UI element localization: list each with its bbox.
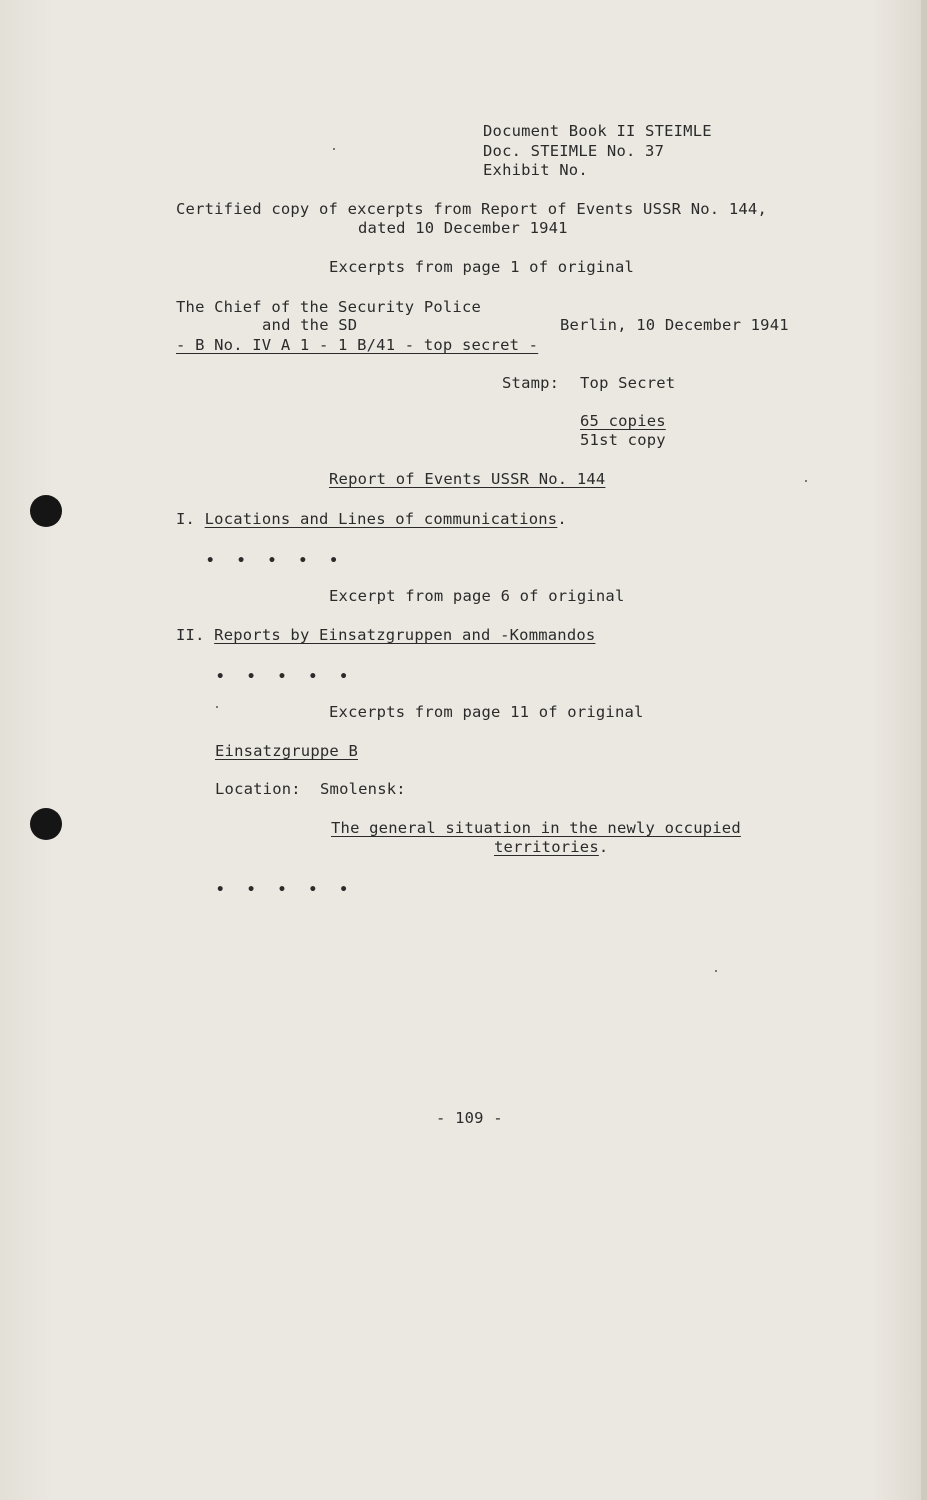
location-label: Location: [215, 780, 301, 798]
section-1-title: Locations and Lines of communications [204, 510, 558, 528]
section-1-heading [176, 510, 567, 529]
section-2-label: II. [176, 626, 205, 644]
ellipsis-3: • • • • • [216, 882, 355, 898]
paper-edge [921, 0, 927, 1500]
page-number: - 109 - [436, 1109, 503, 1127]
doc-number-line: Doc. STEIMLE No. 37 [483, 142, 665, 160]
section-1-label: I. [176, 510, 196, 528]
ellipsis-1: • • • • • [206, 553, 345, 569]
sender-line-1: The Chief of the Security Police [176, 298, 482, 316]
section-2-heading [176, 626, 595, 645]
excerpt-heading-page1: Excerpts from page 1 of original [329, 258, 635, 276]
stamp-label: Stamp: [502, 374, 560, 392]
title-line-1: Certified copy of excerpts from Report of Events USSR No. 144, [176, 200, 767, 218]
group-heading: Einsatzgruppe B [215, 742, 358, 760]
excerpt-heading-page11: Excerpts from page 11 of original [329, 703, 644, 721]
excerpt-heading-page6: Excerpt from page 6 of original [329, 587, 625, 605]
title-line-2: dated 10 December 1941 [358, 219, 568, 237]
speck [216, 706, 218, 708]
ellipsis-2: • • • • • [216, 669, 355, 685]
situation-heading-line-1: The general situation in the newly occupied [331, 819, 741, 837]
place-date: Berlin, 10 December 1941 [560, 316, 789, 334]
copy-number: 51st copy [580, 431, 666, 449]
punch-hole-top [30, 495, 62, 527]
section-2-title: Reports by Einsatzgruppen and -Kommandos [214, 626, 596, 644]
section-1-punct: . [557, 510, 567, 528]
speck [333, 148, 335, 150]
situation-heading-punct: . [598, 838, 609, 856]
sender-line-2: and the SD [262, 316, 358, 334]
speck [715, 970, 717, 972]
exhibit-line: Exhibit No. [483, 161, 588, 179]
situation-heading-line-2 [494, 838, 608, 857]
punch-hole-bottom [30, 808, 62, 840]
situation-heading-line-2-text: territories [494, 838, 599, 856]
reference-number: - B No. IV A 1 - 1 B/41 - top secret - [176, 336, 539, 354]
doc-book-line: Document Book II STEIMLE [483, 122, 712, 140]
stamp-value: Top Secret [580, 374, 676, 392]
copies-count: 65 copies [580, 412, 666, 430]
report-title: Report of Events USSR No. 144 [329, 470, 606, 488]
speck [805, 480, 807, 482]
location-value: Smolensk: [320, 780, 406, 798]
